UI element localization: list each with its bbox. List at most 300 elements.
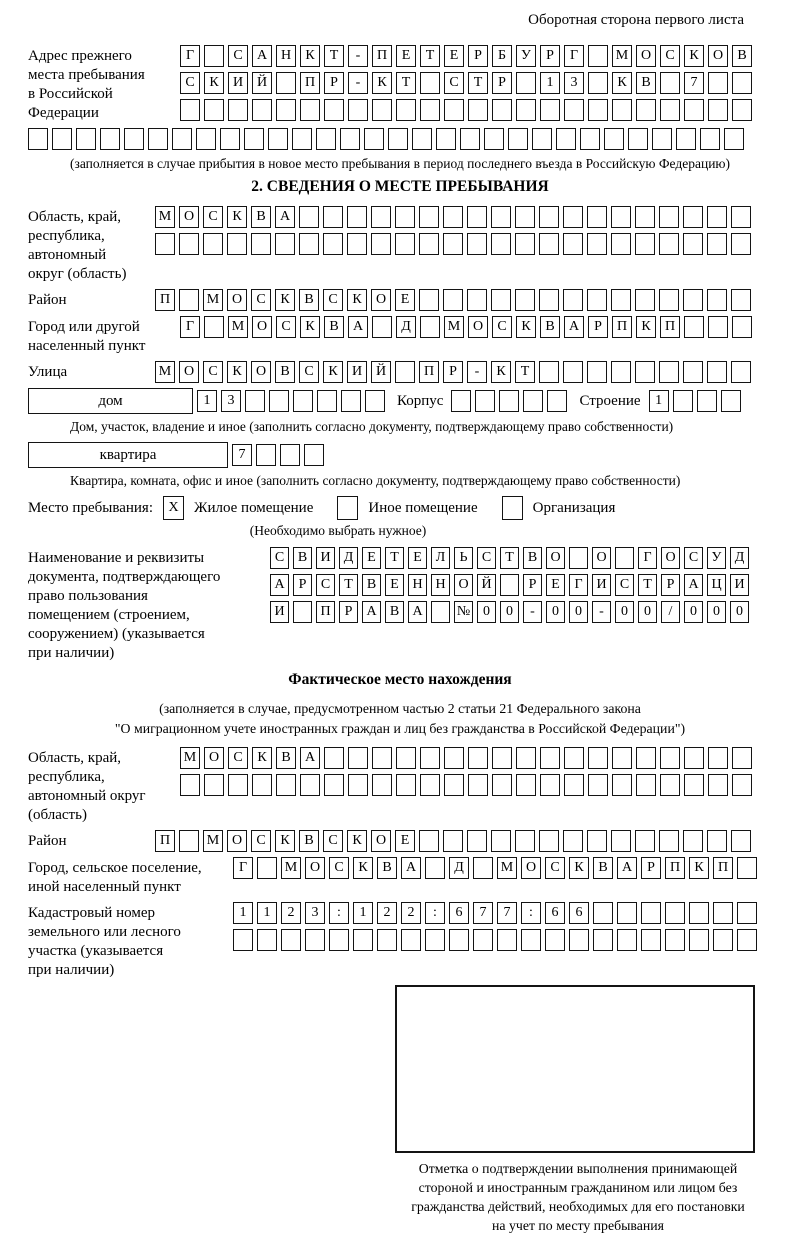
char-box: Д [339, 547, 358, 569]
char-box: К [227, 361, 247, 383]
char-box: К [323, 361, 343, 383]
char-box [617, 929, 637, 951]
char-box: У [707, 547, 726, 569]
char-box: В [362, 574, 381, 596]
char-box [611, 289, 631, 311]
char-box [707, 233, 727, 255]
char-box: Д [449, 857, 469, 879]
char-box: С [228, 747, 248, 769]
char-box [731, 206, 751, 228]
stroenie-cells [649, 390, 745, 412]
char-box [395, 206, 415, 228]
char-box [539, 361, 559, 383]
char-box [563, 206, 583, 228]
char-box [684, 99, 704, 121]
char-box: В [636, 72, 656, 94]
house-number-cells [197, 390, 389, 412]
char-box [731, 289, 751, 311]
char-box: 0 [684, 601, 703, 623]
char-box [443, 830, 463, 852]
char-row [233, 929, 761, 951]
char-box [281, 929, 301, 951]
char-box [473, 857, 493, 879]
char-box: Й [252, 72, 272, 94]
char-box: Е [396, 45, 416, 67]
char-box [676, 128, 696, 150]
char-box [539, 233, 559, 255]
char-box: С [615, 574, 634, 596]
fact-city-group [28, 857, 772, 897]
char-box [724, 128, 744, 150]
char-box [547, 390, 567, 412]
char-box [245, 390, 265, 412]
fact-region-group [28, 747, 772, 825]
char-box [268, 128, 288, 150]
char-box: Т [339, 574, 358, 596]
char-box [100, 128, 120, 150]
char-box [256, 444, 276, 466]
char-box [697, 390, 717, 412]
char-box: О [305, 857, 325, 879]
char-box [220, 128, 240, 150]
char-box [708, 774, 728, 796]
char-box [395, 361, 415, 383]
residence-type-note: (Необходимо выбрать нужное) [249, 523, 427, 538]
char-box [204, 316, 224, 338]
fact-district-label: Район [28, 833, 67, 849]
char-box [708, 99, 728, 121]
char-box: Г [180, 316, 200, 338]
char-box [293, 601, 312, 623]
char-box [611, 206, 631, 228]
char-box [228, 99, 248, 121]
street-group [28, 361, 772, 383]
char-box [280, 444, 300, 466]
char-box [708, 747, 728, 769]
char-box: А [684, 574, 703, 596]
char-box [588, 45, 608, 67]
house-row [28, 388, 772, 414]
char-box: С [545, 857, 565, 879]
char-box: С [251, 289, 271, 311]
char-box: 7 [684, 72, 704, 94]
checkbox-other-premises [337, 496, 358, 520]
char-row [155, 361, 755, 383]
char-box: Р [293, 574, 312, 596]
option-label-organization: Организация [532, 499, 616, 516]
char-box [563, 830, 583, 852]
char-box [425, 929, 445, 951]
char-box [708, 72, 728, 94]
char-row [270, 601, 753, 623]
char-box [467, 830, 487, 852]
char-box [204, 45, 224, 67]
char-box [635, 361, 655, 383]
page-title: Оборотная сторона первого листа [528, 12, 744, 28]
fact-region-label: Область, край, республика, автономный округ (область) [28, 750, 146, 823]
char-box [341, 390, 361, 412]
char-row-full-width [28, 128, 772, 150]
char-box [257, 929, 277, 951]
char-box: - [467, 361, 487, 383]
char-box [396, 774, 416, 796]
char-box [324, 774, 344, 796]
char-box [497, 929, 517, 951]
char-box: П [372, 45, 392, 67]
char-box [660, 747, 680, 769]
char-box [276, 72, 296, 94]
char-box [148, 128, 168, 150]
char-box: М [228, 316, 248, 338]
char-box [593, 902, 613, 924]
char-box [257, 857, 277, 879]
char-box: К [252, 747, 272, 769]
district-group [28, 289, 772, 311]
char-box [395, 233, 415, 255]
char-box [587, 361, 607, 383]
char-box [737, 902, 757, 924]
char-box: К [491, 361, 511, 383]
char-box [732, 316, 752, 338]
char-box: Й [477, 574, 496, 596]
char-box: / [661, 601, 680, 623]
char-box: 7 [497, 902, 517, 924]
char-box: М [444, 316, 464, 338]
char-box [329, 929, 349, 951]
char-box: Р [324, 72, 344, 94]
char-box [612, 774, 632, 796]
char-box [324, 747, 344, 769]
street-label: Улица [28, 364, 68, 380]
char-box [324, 99, 344, 121]
char-box: 2 [401, 902, 421, 924]
apartment-note: Квартира, комната, офис и иное (заполнить согласно документу, подтверждающему право собственности) [70, 473, 681, 488]
char-box [317, 390, 337, 412]
char-box [468, 774, 488, 796]
char-box [707, 361, 727, 383]
char-box [451, 390, 471, 412]
char-box [443, 233, 463, 255]
char-box: О [636, 45, 656, 67]
char-box: 1 [353, 902, 373, 924]
char-box [707, 289, 727, 311]
char-box: О [371, 830, 391, 852]
title-document-group [28, 547, 772, 663]
char-box: Т [385, 547, 404, 569]
char-box: К [204, 72, 224, 94]
char-box [412, 128, 432, 150]
char-box: Т [468, 72, 488, 94]
char-box: В [293, 547, 312, 569]
char-box: В [275, 361, 295, 383]
char-box [252, 774, 272, 796]
char-box [588, 774, 608, 796]
char-box [515, 830, 535, 852]
char-box [443, 289, 463, 311]
char-box: Е [408, 547, 427, 569]
char-box: Т [500, 547, 519, 569]
char-box [347, 206, 367, 228]
korpus-label: Корпус [397, 392, 444, 409]
char-box [388, 128, 408, 150]
char-box: 0 [569, 601, 588, 623]
char-box: К [347, 289, 367, 311]
char-box [539, 289, 559, 311]
char-box [431, 601, 450, 623]
char-box: А [270, 574, 289, 596]
char-box: К [372, 72, 392, 94]
char-box [569, 929, 589, 951]
char-box [228, 774, 248, 796]
char-box [444, 747, 464, 769]
char-box [689, 902, 709, 924]
char-box: 7 [232, 444, 252, 466]
char-box: С [180, 72, 200, 94]
char-row [180, 316, 756, 338]
char-box: П [665, 857, 685, 879]
char-box [659, 830, 679, 852]
char-row [233, 857, 761, 879]
char-row [233, 902, 761, 924]
char-box: - [592, 601, 611, 623]
house-type-box: дом [28, 388, 193, 414]
char-box [665, 902, 685, 924]
char-box [396, 747, 416, 769]
char-box: С [299, 361, 319, 383]
char-box [179, 233, 199, 255]
char-box [419, 233, 439, 255]
char-box: С [329, 857, 349, 879]
char-box: Д [730, 547, 749, 569]
char-box [252, 99, 272, 121]
char-box [588, 99, 608, 121]
char-box: Р [641, 857, 661, 879]
char-box: Г [638, 547, 657, 569]
char-box [172, 128, 192, 150]
char-box [683, 361, 703, 383]
char-box [508, 128, 528, 150]
char-box [443, 206, 463, 228]
char-box: 2 [281, 902, 301, 924]
char-box [401, 929, 421, 951]
char-box [244, 128, 264, 150]
char-box [467, 289, 487, 311]
char-box: О [227, 289, 247, 311]
char-box [28, 128, 48, 150]
char-box: 3 [305, 902, 325, 924]
fact-region-rows [180, 747, 756, 796]
char-box: Ь [454, 547, 473, 569]
char-box [516, 774, 536, 796]
char-box: Р [492, 72, 512, 94]
char-box [731, 361, 751, 383]
char-box [683, 289, 703, 311]
char-box [652, 128, 672, 150]
char-box [708, 316, 728, 338]
char-box: И [347, 361, 367, 383]
char-box [372, 316, 392, 338]
char-box: 2 [377, 902, 397, 924]
char-box: О [251, 361, 271, 383]
char-box: С [492, 316, 512, 338]
char-row [155, 830, 755, 852]
char-box [348, 99, 368, 121]
char-box: 6 [545, 902, 565, 924]
char-box [491, 830, 511, 852]
char-box: С [444, 72, 464, 94]
char-box [340, 128, 360, 150]
char-box [420, 316, 440, 338]
char-box [588, 747, 608, 769]
actual-location-title: Фактическое место нахождения [288, 671, 512, 688]
char-box [377, 929, 397, 951]
char-box [659, 233, 679, 255]
char-box [539, 830, 559, 852]
char-box [564, 774, 584, 796]
char-box [707, 206, 727, 228]
char-box: Р [588, 316, 608, 338]
char-box: 1 [649, 390, 669, 412]
char-box [683, 830, 703, 852]
char-box: Й [371, 361, 391, 383]
char-box: 3 [221, 390, 241, 412]
char-box: П [155, 830, 175, 852]
char-box [684, 747, 704, 769]
char-box: П [419, 361, 439, 383]
char-box: О [371, 289, 391, 311]
confirmation-stamp-box [395, 985, 755, 1153]
char-box: В [377, 857, 397, 879]
char-box: - [348, 45, 368, 67]
char-box: Р [339, 601, 358, 623]
prev-address-group [28, 45, 772, 123]
region-group [28, 206, 772, 284]
char-box: У [516, 45, 536, 67]
char-box [293, 390, 313, 412]
fact-city-label: Город, сельское поселение, иной населенный пункт [28, 860, 202, 895]
char-box: О [592, 547, 611, 569]
char-box [732, 99, 752, 121]
char-box: Н [276, 45, 296, 67]
char-box [516, 99, 536, 121]
char-box [635, 289, 655, 311]
char-box [540, 99, 560, 121]
char-box: М [497, 857, 517, 879]
char-box: А [408, 601, 427, 623]
char-box [227, 233, 247, 255]
char-box: 0 [615, 601, 634, 623]
char-box [425, 857, 445, 879]
char-box: Е [444, 45, 464, 67]
char-box [641, 902, 661, 924]
char-box [588, 72, 608, 94]
char-box: Р [540, 45, 560, 67]
char-box: Р [523, 574, 542, 596]
char-box: С [276, 316, 296, 338]
char-box: В [324, 316, 344, 338]
char-box: И [730, 574, 749, 596]
char-box: К [353, 857, 373, 879]
char-box: 1 [197, 390, 217, 412]
char-box [323, 233, 343, 255]
char-box: Т [396, 72, 416, 94]
char-box [521, 929, 541, 951]
char-box [304, 444, 324, 466]
char-box [449, 929, 469, 951]
char-box [673, 390, 693, 412]
char-box [564, 99, 584, 121]
char-box: И [270, 601, 289, 623]
char-box [732, 774, 752, 796]
char-box [475, 390, 495, 412]
char-box [499, 390, 519, 412]
option-label-residential: Жилое помещение [194, 499, 314, 516]
char-box: О [708, 45, 728, 67]
char-box [460, 128, 480, 150]
char-box: 0 [500, 601, 519, 623]
char-box: Д [396, 316, 416, 338]
char-box [468, 99, 488, 121]
char-box: О [204, 747, 224, 769]
char-box: 3 [564, 72, 584, 94]
char-box [300, 774, 320, 796]
char-box: А [275, 206, 295, 228]
char-box [204, 99, 224, 121]
char-box [737, 857, 757, 879]
char-box: М [155, 361, 175, 383]
char-box: М [612, 45, 632, 67]
char-box: Г [180, 45, 200, 67]
char-box [545, 929, 565, 951]
char-row [180, 774, 756, 796]
char-row [180, 747, 756, 769]
char-box: - [348, 72, 368, 94]
char-box [563, 361, 583, 383]
char-box [492, 99, 512, 121]
char-box: 6 [449, 902, 469, 924]
char-row [155, 233, 755, 255]
char-box: 0 [730, 601, 749, 623]
char-box: С [203, 361, 223, 383]
char-box: К [569, 857, 589, 879]
char-box: Р [661, 574, 680, 596]
char-box: К [275, 289, 295, 311]
char-box [292, 128, 312, 150]
char-box: Л [431, 547, 450, 569]
char-box: К [227, 206, 247, 228]
char-box [563, 233, 583, 255]
char-box [587, 830, 607, 852]
district-label: Район [28, 292, 67, 308]
char-box: С [477, 547, 496, 569]
char-box: М [155, 206, 175, 228]
char-box: Р [443, 361, 463, 383]
char-box [364, 128, 384, 150]
char-box: А [564, 316, 584, 338]
char-box: О [252, 316, 272, 338]
checkbox-residential: X [163, 496, 184, 520]
char-box: Б [492, 45, 512, 67]
char-box [491, 233, 511, 255]
cadastre-group [28, 902, 772, 980]
char-box: П [316, 601, 335, 623]
char-box: А [362, 601, 381, 623]
char-box [419, 206, 439, 228]
char-box [491, 289, 511, 311]
char-box: 0 [546, 601, 565, 623]
char-box [124, 128, 144, 150]
char-box [660, 99, 680, 121]
